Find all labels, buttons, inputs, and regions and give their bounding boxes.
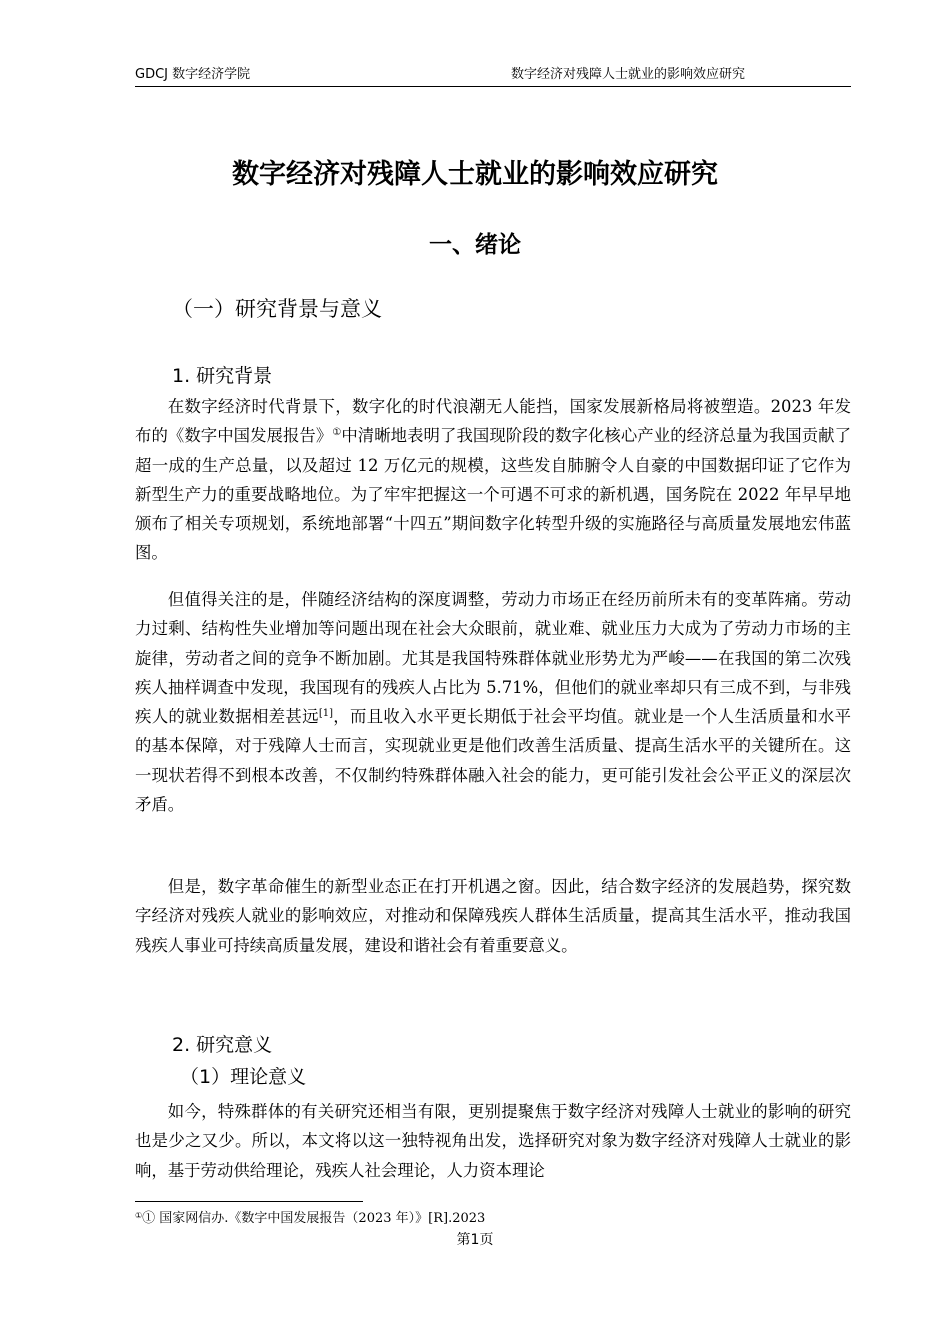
- paper-title: 数字经济对残障人士就业的影响效应研究: [232, 159, 718, 190]
- header-institution: GDCJ 数字经济学院: [135, 67, 251, 82]
- chapter-heading: 一、绪论: [429, 232, 521, 258]
- paragraph-background-2: [135, 585, 851, 819]
- header-paper-title: 数字经济对残障人士就业的影响效应研究: [511, 67, 746, 82]
- paragraph-background-3: 但是，数字革命催生的新型业态正在打开机遇之窗。因此，结合数字经济的发展趋势，探究数字经济对残疾人就业的影响效应，对推动和保障残疾人群体生活质量，提高其生活水平，推动我国残疾人事业可持续高质量发展，建设和谐社会有着重要意义。: [135, 877, 851, 955]
- paragraph-theory: 如今，特殊群体的有关研究还相当有限，更别提聚焦于数字经济对残障人士就业的影响的研究也是少之又少。所以，本文将以这一独特视角出发，选择研究对象为数字经济对残障人士就业的影响，基于劳动供给理论，残疾人社会理论，人力资本理论: [135, 1102, 851, 1180]
- subsection-heading-background: 1. 研究背景: [172, 365, 273, 387]
- citation-marker: [1]: [318, 708, 333, 720]
- footnote-marker: ①: [332, 427, 342, 439]
- subsubsection-heading-theory: （1）理论意义: [180, 1066, 307, 1088]
- paragraph-text: 在数字经济时代背景下，数字化的时代浪潮无人能挡，国家发展新格局将被塑造。2023 年发布的《数字中国发展报告》: [135, 397, 851, 446]
- paragraph-text: 但值得关注的是，伴随经济结构的深度调整，劳动力市场正在经历前所未有的变革阵痛。劳动力过剩、结构性失业增加等问题出现在社会大众眼前，就业难、就业压力大成为了劳动力市场的主旋律，劳动者之间的竞争不断加剧。尤其是我国特殊群体就业形势尤为严峻——在我国的第二次残疾人抽样调查中发现，我国现有的残疾人占比为 5.71%，但他们的就业率却只有三成不到，与非残疾人的就业数据相差甚远: [135, 590, 851, 727]
- paragraph-text: ，而且收入水平更长期低于社会平均值。就业是一个人生活质量和水平的基本保障，对于残障人士而言，实现就业更是他们改善生活质量、提高生活水平的关键所在。这一现状若得不到根本改善，不仅制约特殊群体融入社会的能力，更可能引发社会公平正义的深层次矛盾。: [135, 707, 851, 815]
- footnote-marker: ①: [135, 1211, 143, 1220]
- page-number: 第1页: [456, 1232, 494, 1248]
- paragraph-text: 中清晰地表明了我国现阶段的数字化核心产业的经济总量为我国贡献了超一成的生产总量，以及超过 12 万亿元的规模，这些发自肺腑令人自豪的中国数据印证了它作为新型生产力的重要战略地位。为了牢牢把握这一个可遇不可求的新机遇，国务院在 2022 年早早地颁布了相关专项规划，系统地部署“十四五”期间数字化转型升级的实施路径与高质量发展地宏伟蓝图。: [135, 426, 852, 563]
- footnote-text: ① 国家网信办.《数字中国发展报告（2023 年）》[R].2023: [142, 1211, 486, 1226]
- section-heading: （一）研究背景与意义: [172, 297, 382, 321]
- subsection-heading-significance: 2. 研究意义: [172, 1034, 273, 1056]
- running-header: [135, 64, 851, 87]
- footnote-divider: [135, 1201, 363, 1202]
- paragraph-background-1: [135, 392, 851, 568]
- footnote: [135, 1209, 485, 1229]
